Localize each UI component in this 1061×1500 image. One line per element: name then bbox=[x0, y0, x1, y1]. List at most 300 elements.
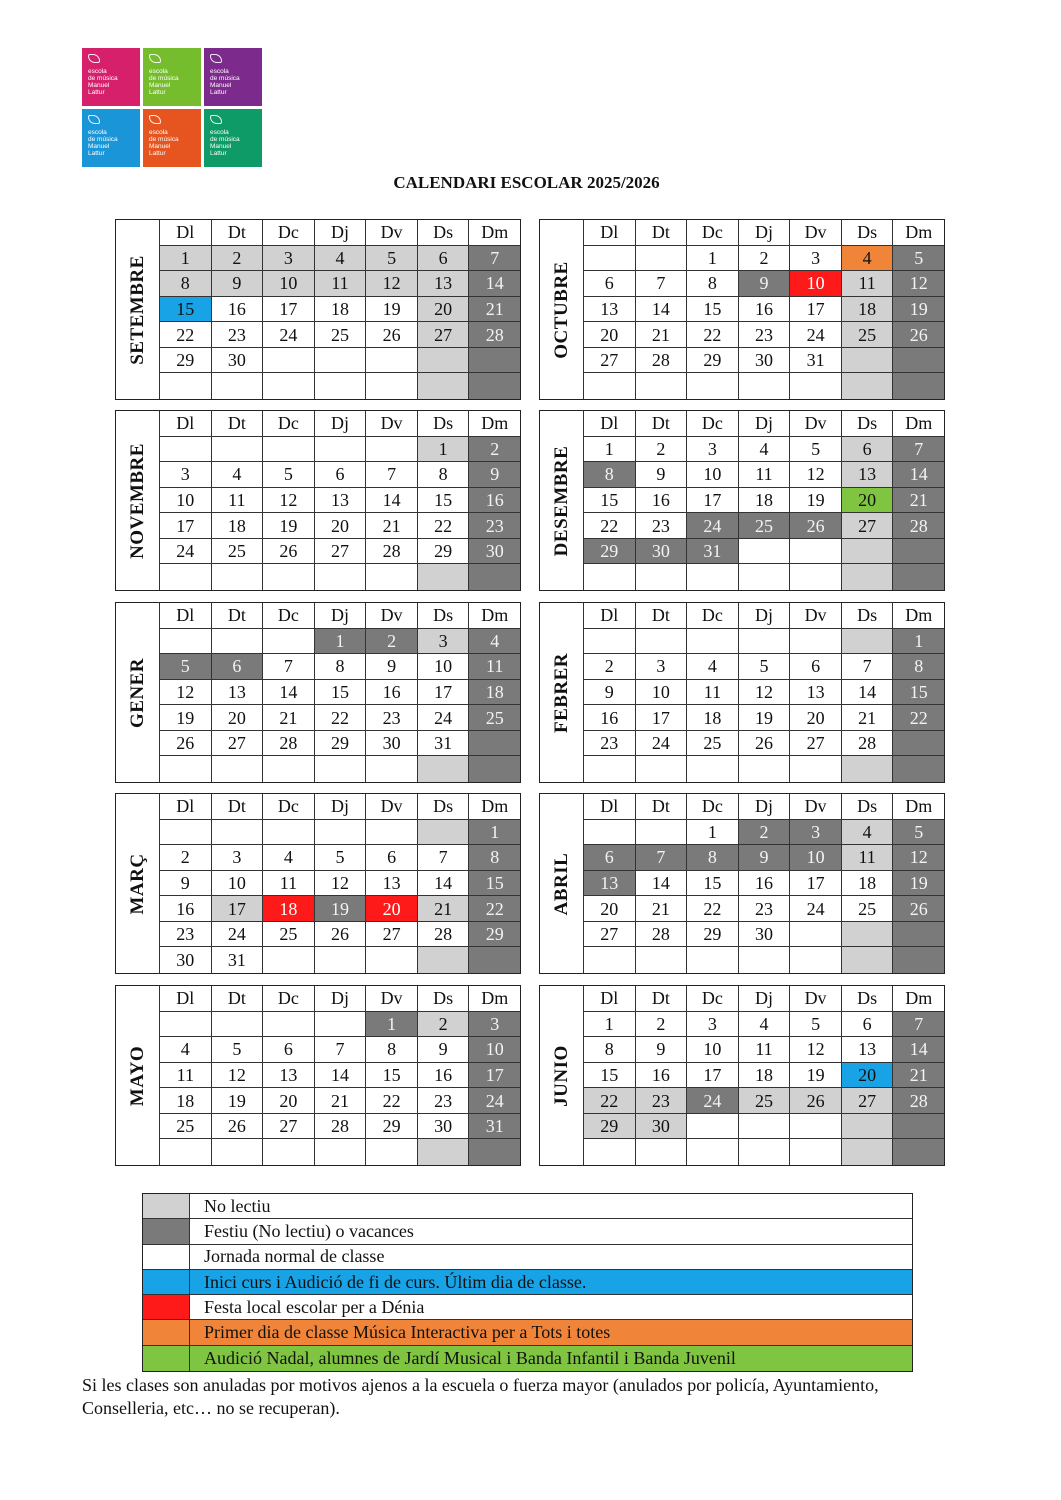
empty-cell bbox=[789, 756, 841, 782]
day-cell: 28 bbox=[892, 513, 944, 539]
legend-swatch bbox=[143, 1320, 190, 1344]
empty-cell bbox=[211, 1012, 263, 1038]
day-cell: 20 bbox=[262, 1088, 314, 1114]
day-cell: 10 bbox=[262, 271, 314, 297]
day-cell: 9 bbox=[635, 462, 687, 488]
school-logo bbox=[82, 48, 262, 168]
weekday-header: Dm bbox=[892, 603, 944, 629]
day-cell: 13 bbox=[211, 680, 263, 706]
day-cell: 16 bbox=[417, 1063, 469, 1089]
day-cell: 13 bbox=[789, 680, 841, 706]
day-cell: 4 bbox=[314, 246, 366, 272]
empty-cell bbox=[211, 373, 263, 399]
weekday-header: Dc bbox=[686, 603, 738, 629]
day-cell: 22 bbox=[314, 705, 366, 731]
logo-text: escola de música Manuel Lattur bbox=[210, 129, 240, 157]
empty-cell bbox=[262, 756, 314, 782]
day-cell: 27 bbox=[365, 922, 417, 948]
day-cell: 25 bbox=[841, 896, 893, 922]
weekday-header: Dc bbox=[686, 220, 738, 246]
empty-cell bbox=[262, 629, 314, 655]
day-cell: 2 bbox=[417, 1012, 469, 1038]
day-cell: 23 bbox=[738, 322, 790, 348]
empty-cell bbox=[159, 820, 211, 846]
empty-cell bbox=[314, 437, 366, 463]
day-cell: 19 bbox=[892, 297, 944, 323]
day-cell: 3 bbox=[789, 820, 841, 846]
empty-cell bbox=[686, 373, 738, 399]
weekday-header: Dt bbox=[211, 986, 263, 1012]
day-cell: 16 bbox=[583, 705, 635, 731]
day-cell: 20 bbox=[583, 322, 635, 348]
day-cell: 6 bbox=[211, 654, 263, 680]
day-cell: 14 bbox=[841, 680, 893, 706]
day-cell: 26 bbox=[789, 513, 841, 539]
day-cell: 30 bbox=[635, 539, 687, 565]
legend-row bbox=[143, 1270, 912, 1295]
day-cell: 15 bbox=[468, 871, 520, 897]
day-cell: 15 bbox=[892, 680, 944, 706]
weekday-header: Dc bbox=[686, 411, 738, 437]
legend-row bbox=[143, 1194, 912, 1219]
day-cell: 27 bbox=[262, 1114, 314, 1140]
day-cell: 10 bbox=[211, 871, 263, 897]
empty-cell bbox=[892, 373, 944, 399]
month-febrer bbox=[539, 602, 945, 783]
day-cell: 23 bbox=[635, 1088, 687, 1114]
weekday-header: Dj bbox=[738, 411, 790, 437]
empty-cell bbox=[159, 1139, 211, 1165]
month-grid bbox=[159, 986, 520, 1165]
weekday-header: Ds bbox=[417, 603, 469, 629]
weekday-header: Dl bbox=[583, 986, 635, 1012]
day-cell: 31 bbox=[686, 539, 738, 565]
month-setembre bbox=[115, 219, 521, 400]
legend-swatch bbox=[143, 1245, 190, 1269]
month-grid bbox=[583, 411, 944, 590]
day-cell: 26 bbox=[314, 922, 366, 948]
weekday-header: Dv bbox=[365, 794, 417, 820]
weekday-header: Dc bbox=[262, 220, 314, 246]
empty-cell bbox=[738, 947, 790, 973]
day-cell: 15 bbox=[314, 680, 366, 706]
day-cell: 3 bbox=[635, 654, 687, 680]
day-cell: 8 bbox=[686, 845, 738, 871]
day-cell: 31 bbox=[468, 1114, 520, 1140]
day-cell: 6 bbox=[789, 654, 841, 680]
day-cell: 26 bbox=[892, 322, 944, 348]
day-cell: 28 bbox=[468, 322, 520, 348]
day-cell: 29 bbox=[417, 539, 469, 565]
month-label bbox=[116, 603, 159, 782]
day-cell: 11 bbox=[468, 654, 520, 680]
day-cell: 30 bbox=[417, 1114, 469, 1140]
day-cell: 4 bbox=[211, 462, 263, 488]
footnote: Si les clases son anuladas por motivos ajenos a la escuela o fuerza mayor (anulados por policía, Ayuntamiento, Conselleria, etc… no se recuperan). bbox=[82, 1375, 879, 1418]
empty-cell bbox=[365, 947, 417, 973]
day-cell: 20 bbox=[583, 896, 635, 922]
empty-cell bbox=[892, 1114, 944, 1140]
weekday-header: Dv bbox=[365, 220, 417, 246]
day-cell: 22 bbox=[365, 1088, 417, 1114]
weekday-header: Dv bbox=[789, 603, 841, 629]
legend-label: Inici curs i Audició de fi de curs. Últim dia de classe. bbox=[190, 1270, 912, 1294]
month-març bbox=[115, 793, 521, 974]
empty-cell bbox=[583, 246, 635, 272]
day-cell: 17 bbox=[686, 1063, 738, 1089]
day-cell: 26 bbox=[892, 896, 944, 922]
day-cell: 27 bbox=[841, 1088, 893, 1114]
logo-tile bbox=[143, 48, 201, 106]
day-cell: 1 bbox=[159, 246, 211, 272]
weekday-header: Dc bbox=[262, 986, 314, 1012]
day-cell: 30 bbox=[635, 1114, 687, 1140]
logo-tile bbox=[204, 48, 262, 106]
day-cell: 21 bbox=[314, 1088, 366, 1114]
day-cell: 14 bbox=[892, 462, 944, 488]
day-cell: 15 bbox=[417, 488, 469, 514]
day-cell: 30 bbox=[468, 539, 520, 565]
empty-cell bbox=[468, 731, 520, 757]
month-desembre bbox=[539, 410, 945, 591]
day-cell: 3 bbox=[468, 1012, 520, 1038]
day-cell: 10 bbox=[789, 845, 841, 871]
empty-cell bbox=[159, 564, 211, 590]
legend-swatch bbox=[143, 1346, 190, 1371]
empty-cell bbox=[635, 629, 687, 655]
day-cell: 12 bbox=[314, 871, 366, 897]
weekday-header: Dm bbox=[892, 411, 944, 437]
legend-row bbox=[143, 1346, 912, 1371]
weekday-header: Ds bbox=[417, 411, 469, 437]
month-label bbox=[540, 986, 583, 1165]
day-cell: 27 bbox=[583, 922, 635, 948]
day-cell: 24 bbox=[468, 1088, 520, 1114]
day-cell: 8 bbox=[365, 1037, 417, 1063]
day-cell: 17 bbox=[417, 680, 469, 706]
empty-cell bbox=[686, 1114, 738, 1140]
month-grid bbox=[159, 794, 520, 973]
day-cell: 1 bbox=[686, 246, 738, 272]
day-cell: 4 bbox=[468, 629, 520, 655]
day-cell: 23 bbox=[468, 513, 520, 539]
weekday-header: Dm bbox=[892, 794, 944, 820]
empty-cell bbox=[314, 564, 366, 590]
day-cell: 19 bbox=[738, 705, 790, 731]
weekday-header: Dt bbox=[635, 220, 687, 246]
day-cell: 3 bbox=[417, 629, 469, 655]
day-cell: 25 bbox=[211, 539, 263, 565]
day-cell: 5 bbox=[211, 1037, 263, 1063]
day-cell: 21 bbox=[262, 705, 314, 731]
day-cell: 30 bbox=[159, 947, 211, 973]
weekday-header: Dc bbox=[686, 986, 738, 1012]
weekday-header: Ds bbox=[841, 794, 893, 820]
day-cell: 26 bbox=[211, 1114, 263, 1140]
weekday-header: Ds bbox=[417, 220, 469, 246]
empty-cell bbox=[468, 1139, 520, 1165]
day-cell: 17 bbox=[686, 488, 738, 514]
day-cell: 10 bbox=[686, 1037, 738, 1063]
day-cell: 18 bbox=[211, 513, 263, 539]
day-cell: 16 bbox=[211, 297, 263, 323]
legend-label: Festa local escolar per a Dénia bbox=[204, 1296, 425, 1317]
day-cell: 2 bbox=[635, 437, 687, 463]
day-cell: 12 bbox=[789, 1037, 841, 1063]
empty-cell bbox=[635, 373, 687, 399]
day-cell: 22 bbox=[583, 1088, 635, 1114]
empty-cell bbox=[417, 1139, 469, 1165]
day-cell: 11 bbox=[841, 845, 893, 871]
logo-mark-icon bbox=[88, 115, 100, 124]
empty-cell bbox=[159, 1012, 211, 1038]
day-cell: 13 bbox=[583, 297, 635, 323]
weekday-header: Dl bbox=[159, 603, 211, 629]
day-cell: 17 bbox=[635, 705, 687, 731]
day-cell: 28 bbox=[892, 1088, 944, 1114]
logo-text: escola de música Manuel Lattur bbox=[210, 68, 240, 96]
logo-text: escola de música Manuel Lattur bbox=[149, 68, 179, 96]
weekday-header: Dl bbox=[159, 220, 211, 246]
day-cell: 5 bbox=[892, 820, 944, 846]
weekday-header: Dm bbox=[468, 411, 520, 437]
empty-cell bbox=[841, 756, 893, 782]
day-cell: 20 bbox=[841, 1063, 893, 1089]
day-cell: 11 bbox=[262, 871, 314, 897]
day-cell: 18 bbox=[468, 680, 520, 706]
day-cell: 5 bbox=[789, 1012, 841, 1038]
legend-label: Festiu (No lectiu) o vacances bbox=[204, 1220, 414, 1241]
empty-cell bbox=[789, 564, 841, 590]
weekday-header: Dv bbox=[365, 603, 417, 629]
weekday-header: Dm bbox=[892, 220, 944, 246]
day-cell: 11 bbox=[738, 462, 790, 488]
day-cell: 27 bbox=[841, 513, 893, 539]
empty-cell bbox=[892, 539, 944, 565]
empty-cell bbox=[314, 820, 366, 846]
day-cell: 16 bbox=[468, 488, 520, 514]
day-cell: 16 bbox=[159, 896, 211, 922]
month-label bbox=[540, 794, 583, 973]
day-cell: 9 bbox=[468, 462, 520, 488]
day-cell: 18 bbox=[738, 488, 790, 514]
day-cell: 27 bbox=[314, 539, 366, 565]
day-cell: 20 bbox=[314, 513, 366, 539]
weekday-header: Ds bbox=[841, 603, 893, 629]
day-cell: 29 bbox=[686, 348, 738, 374]
day-cell: 17 bbox=[211, 896, 263, 922]
day-cell: 14 bbox=[314, 1063, 366, 1089]
day-cell: 12 bbox=[211, 1063, 263, 1089]
month-name: GENER bbox=[126, 657, 148, 728]
empty-cell bbox=[892, 1139, 944, 1165]
day-cell: 19 bbox=[262, 513, 314, 539]
empty-cell bbox=[841, 564, 893, 590]
month-name: NOVEMBRE bbox=[126, 442, 148, 559]
day-cell: 4 bbox=[841, 820, 893, 846]
day-cell: 25 bbox=[738, 513, 790, 539]
day-cell: 8 bbox=[583, 1037, 635, 1063]
day-cell: 19 bbox=[159, 705, 211, 731]
empty-cell bbox=[841, 373, 893, 399]
empty-cell bbox=[211, 1139, 263, 1165]
day-cell: 17 bbox=[262, 297, 314, 323]
day-cell: 20 bbox=[211, 705, 263, 731]
day-cell: 6 bbox=[841, 437, 893, 463]
empty-cell bbox=[892, 756, 944, 782]
empty-cell bbox=[686, 629, 738, 655]
day-cell: 26 bbox=[365, 322, 417, 348]
empty-cell bbox=[262, 373, 314, 399]
empty-cell bbox=[417, 756, 469, 782]
day-cell: 29 bbox=[468, 922, 520, 948]
weekday-header: Dm bbox=[468, 986, 520, 1012]
empty-cell bbox=[789, 539, 841, 565]
day-cell: 6 bbox=[314, 462, 366, 488]
day-cell: 25 bbox=[686, 731, 738, 757]
empty-cell bbox=[583, 373, 635, 399]
empty-cell bbox=[892, 348, 944, 374]
empty-cell bbox=[365, 373, 417, 399]
day-cell: 11 bbox=[314, 271, 366, 297]
legend-row bbox=[143, 1295, 912, 1320]
weekday-header: Dv bbox=[789, 986, 841, 1012]
day-cell: 29 bbox=[365, 1114, 417, 1140]
empty-cell bbox=[262, 820, 314, 846]
day-cell: 21 bbox=[892, 1063, 944, 1089]
logo-mark-icon bbox=[88, 54, 100, 63]
empty-cell bbox=[583, 564, 635, 590]
day-cell: 3 bbox=[686, 1012, 738, 1038]
empty-cell bbox=[635, 1139, 687, 1165]
day-cell: 30 bbox=[738, 922, 790, 948]
day-cell: 22 bbox=[468, 896, 520, 922]
legend-swatch bbox=[143, 1270, 190, 1294]
empty-cell bbox=[365, 756, 417, 782]
empty-cell bbox=[314, 348, 366, 374]
day-cell: 9 bbox=[635, 1037, 687, 1063]
day-cell: 31 bbox=[789, 348, 841, 374]
empty-cell bbox=[841, 1139, 893, 1165]
empty-cell bbox=[583, 947, 635, 973]
day-cell: 13 bbox=[841, 1037, 893, 1063]
empty-cell bbox=[314, 756, 366, 782]
day-cell: 29 bbox=[314, 731, 366, 757]
day-cell: 11 bbox=[841, 271, 893, 297]
empty-cell bbox=[314, 1012, 366, 1038]
empty-cell bbox=[314, 373, 366, 399]
day-cell: 21 bbox=[365, 513, 417, 539]
weekday-header: Dt bbox=[211, 220, 263, 246]
legend-swatch bbox=[143, 1295, 190, 1319]
day-cell: 13 bbox=[314, 488, 366, 514]
day-cell: 4 bbox=[262, 845, 314, 871]
day-cell: 1 bbox=[365, 1012, 417, 1038]
empty-cell bbox=[635, 756, 687, 782]
empty-cell bbox=[738, 1114, 790, 1140]
weekday-header: Dj bbox=[314, 220, 366, 246]
empty-cell bbox=[159, 756, 211, 782]
day-cell: 3 bbox=[159, 462, 211, 488]
day-cell: 1 bbox=[468, 820, 520, 846]
day-cell: 1 bbox=[583, 437, 635, 463]
day-cell: 18 bbox=[841, 871, 893, 897]
day-cell: 8 bbox=[583, 462, 635, 488]
empty-cell bbox=[262, 564, 314, 590]
empty-cell bbox=[468, 564, 520, 590]
day-cell: 5 bbox=[159, 654, 211, 680]
weekday-header: Dc bbox=[262, 603, 314, 629]
weekday-header: Dl bbox=[583, 220, 635, 246]
empty-cell bbox=[738, 539, 790, 565]
empty-cell bbox=[468, 947, 520, 973]
logo-mark-icon bbox=[210, 54, 222, 63]
empty-cell bbox=[314, 1139, 366, 1165]
empty-cell bbox=[841, 629, 893, 655]
day-cell: 5 bbox=[365, 246, 417, 272]
day-cell: 30 bbox=[365, 731, 417, 757]
empty-cell bbox=[211, 756, 263, 782]
day-cell: 18 bbox=[314, 297, 366, 323]
day-cell: 4 bbox=[841, 246, 893, 272]
day-cell: 24 bbox=[211, 922, 263, 948]
month-grid bbox=[583, 603, 944, 782]
day-cell: 6 bbox=[841, 1012, 893, 1038]
day-cell: 12 bbox=[365, 271, 417, 297]
day-cell: 14 bbox=[262, 680, 314, 706]
day-cell: 8 bbox=[314, 654, 366, 680]
empty-cell bbox=[789, 947, 841, 973]
day-cell: 30 bbox=[738, 348, 790, 374]
day-cell: 15 bbox=[159, 297, 211, 323]
empty-cell bbox=[738, 1139, 790, 1165]
day-cell: 18 bbox=[841, 297, 893, 323]
empty-cell bbox=[789, 629, 841, 655]
weekday-header: Ds bbox=[417, 794, 469, 820]
day-cell: 4 bbox=[738, 437, 790, 463]
day-cell: 2 bbox=[738, 820, 790, 846]
day-cell: 24 bbox=[686, 1088, 738, 1114]
weekday-header: Dv bbox=[365, 986, 417, 1012]
day-cell: 7 bbox=[841, 654, 893, 680]
day-cell: 19 bbox=[789, 1063, 841, 1089]
empty-cell bbox=[841, 922, 893, 948]
day-cell: 6 bbox=[417, 246, 469, 272]
day-cell: 1 bbox=[686, 820, 738, 846]
day-cell: 8 bbox=[468, 845, 520, 871]
legend-swatch bbox=[143, 1219, 190, 1243]
weekday-header: Dl bbox=[159, 411, 211, 437]
day-cell: 31 bbox=[417, 731, 469, 757]
day-cell: 16 bbox=[635, 488, 687, 514]
day-cell: 7 bbox=[365, 462, 417, 488]
weekday-header: Dm bbox=[468, 794, 520, 820]
day-cell: 25 bbox=[159, 1114, 211, 1140]
month-name: ABRIL bbox=[550, 852, 572, 915]
empty-cell bbox=[211, 437, 263, 463]
weekday-header: Dl bbox=[159, 986, 211, 1012]
weekday-header: Ds bbox=[841, 411, 893, 437]
day-cell: 19 bbox=[314, 896, 366, 922]
day-cell: 4 bbox=[159, 1037, 211, 1063]
day-cell: 9 bbox=[738, 845, 790, 871]
empty-cell bbox=[468, 373, 520, 399]
empty-cell bbox=[262, 947, 314, 973]
day-cell: 13 bbox=[583, 871, 635, 897]
empty-cell bbox=[211, 820, 263, 846]
day-cell: 10 bbox=[159, 488, 211, 514]
day-cell: 11 bbox=[159, 1063, 211, 1089]
